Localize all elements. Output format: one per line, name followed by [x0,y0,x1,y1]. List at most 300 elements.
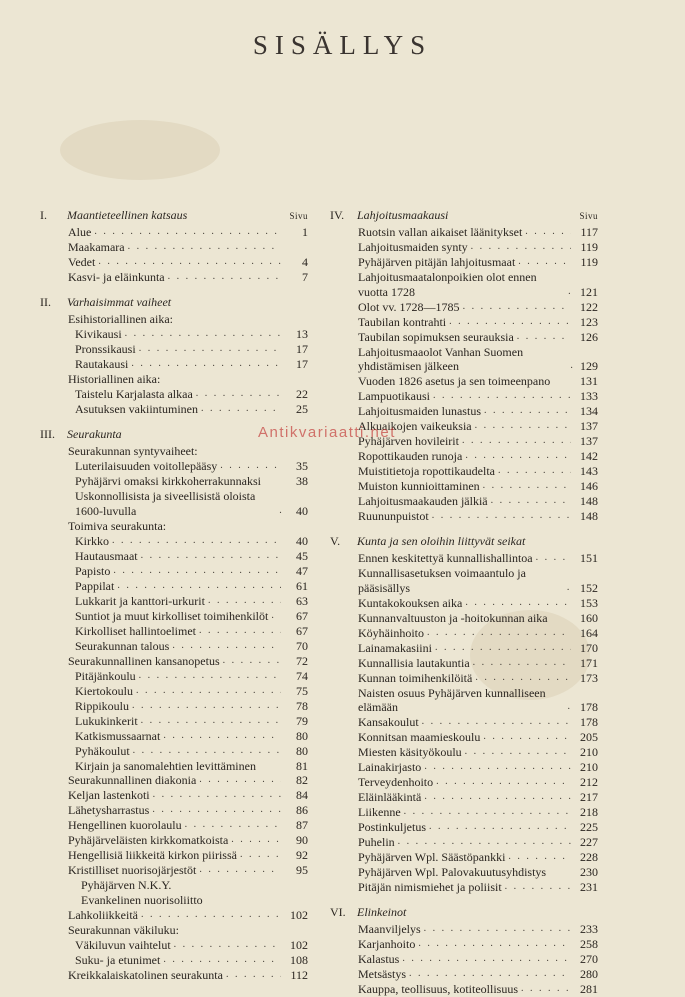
toc-entry-label: Pyhäjärven pitäjän lahjoitusmaat [358,255,516,270]
dot-leader [498,464,571,479]
toc-entry-label: Pappilat [75,578,115,593]
toc-entry [40,803,308,818]
toc-entry-label: Lähetysharrastus [68,803,150,818]
toc-entry [330,479,598,494]
toc-entry-label: Ruununpuistot [358,509,429,524]
dot-leader [98,255,281,270]
toc-entry-label: Kansakoulut [358,715,419,730]
toc-entry [40,788,308,803]
section-gap [40,285,308,289]
toc-entry-label: Postinkuljetus [358,820,427,835]
dot-leader [226,968,281,983]
dot-leader [131,357,281,372]
toc-entry-label: Miesten käsityökoulu [358,745,462,760]
toc-entry-label: Lahjoitusmaatalonpoikien olot ennen vuotta 1728 [358,270,537,299]
toc-entry [40,923,308,938]
toc-entry-label: Seurakunnan syntyvaiheet: [68,444,198,459]
section-heading [40,208,308,225]
toc-entry-page: 84 [296,788,308,803]
toc-entry [40,938,308,953]
dot-leader [231,833,281,848]
toc-entry-page: 80 [296,743,308,758]
toc-entry [40,968,308,983]
toc-entry-page: 63 [296,593,308,608]
toc-entry-page: 137 [580,419,598,434]
toc-entry-label: Pyhäjärven Wpl. Säästöpankki [358,850,506,865]
toc-entry-label: Lahjoitusmaaolot Vanhan Suomen yhdistämisen jälkeen [358,344,524,374]
toc-entry-page: 281 [580,982,598,997]
toc-entry-page: 129 [580,359,598,374]
toc-entry [330,850,598,865]
dot-leader [449,315,571,330]
toc-entry-page: 17 [296,342,308,357]
toc-entry [330,596,598,611]
toc-entry-page: 205 [580,730,598,745]
dot-leader [132,699,281,714]
toc-entry-label: Kirkolliset hallintoelimet [75,623,196,638]
toc-entry [40,669,308,684]
page-column-label: Sivu [579,211,598,221]
dot-leader [172,639,281,654]
section-heading [330,905,598,922]
toc-entry-page: 148 [580,494,598,509]
toc-entry-page: 258 [580,937,598,952]
toc-entry [40,714,308,729]
dot-leader [465,449,571,464]
toc-entry [330,865,598,880]
toc-entry-label: Seurakunnallinen kansanopetus [68,653,220,668]
toc-entry-label: Väkiluvun vaihtelut [75,938,171,953]
toc-entry-label: Konnitsan maamieskoulu [358,730,481,745]
toc-entry-page: 280 [580,967,598,982]
toc-entry [330,551,598,566]
toc-entry-label: Taubilan sopimuksen seurauksia [358,329,514,344]
toc-entry [40,908,308,923]
toc-entry-label: Pronssikausi [75,342,136,357]
toc-entry-label: Seurakunnan talous [75,638,170,653]
toc-entry-label: Kirjain ja sanomalehtien levittäminen [75,758,256,773]
dot-leader [220,459,281,474]
dot-leader [402,952,571,967]
toc-entry-label: Seurakunnallinen diakonia [68,773,197,788]
toc-entry [40,459,308,474]
toc-entry-label: Taubilan kontrahti [358,314,447,329]
dot-leader [409,967,571,982]
toc-entry-page: 17 [296,357,308,372]
toc-entry [330,566,598,595]
toc-entry [330,641,598,656]
section-number: II. [40,294,51,309]
toc-entry-label: Pitäjän nimismiehet ja poliisit [358,880,502,895]
toc-entry [40,342,308,357]
dot-leader [136,684,281,699]
toc-entry [330,389,598,404]
toc-entry [40,863,308,878]
toc-entry [330,270,598,299]
toc-entry-label: Lahjoitusmaiden synty [358,240,468,255]
toc-entry-page: 45 [296,548,308,563]
toc-entry-page: 137 [580,434,598,449]
section-title: Elinkeinot [357,904,407,919]
toc-entry-page: 178 [580,715,598,730]
page-column-label: Sivu [289,211,308,221]
toc-entry [40,372,308,387]
dot-leader [398,835,571,850]
toc-entry-label: Muistitietoja ropottikaudelta [358,464,495,479]
toc-entry-page: 75 [296,683,308,698]
toc-entry [330,805,598,820]
toc-entry [40,848,308,863]
toc-entry-page: 117 [580,225,598,240]
toc-entry-page: 171 [580,655,598,670]
toc-entry-page: 4 [302,255,308,270]
dot-leader [433,389,571,404]
toc-entry-page: 72 [296,653,308,668]
toc-entry-label: Pyhäjärven N.K.Y. [81,878,172,893]
toc-entry-label: Lainakirjasto [358,760,422,775]
dot-leader [436,775,571,790]
toc-entry-page: 217 [580,790,598,805]
toc-entry-page: 233 [580,922,598,937]
toc-entry-page: 228 [580,850,598,865]
toc-entry [40,953,308,968]
dot-leader [163,953,281,968]
section-number: I. [40,208,47,222]
toc-entry [330,611,598,626]
toc-entry [40,564,308,579]
toc-entry-page: 25 [296,402,308,417]
toc-entry-page: 170 [580,640,598,655]
toc-entry [330,967,598,982]
toc-entry [40,402,308,417]
toc-entry [330,626,598,641]
toc-entry-page: 119 [580,255,598,270]
toc-entry [40,699,308,714]
toc-entry-label: Pyhäjärveläisten kirkkomatkoista [68,833,229,848]
toc-entry-label: Katkismussaarnat [75,728,161,743]
toc-entry-page: 210 [580,745,598,760]
dot-leader [112,534,281,549]
toc-entry-page: 1 [302,225,308,240]
toc-entry-page: 121 [580,284,598,299]
toc-entry-label: Hengellinen kuorolaulu [68,818,182,833]
toc-entry-label: Kuntakokouksen aika [358,595,463,610]
section-title: Kunta ja sen oloihin liittyvät seikat [357,533,526,548]
dot-leader [418,937,571,952]
toc-entry-label: Kunnan toimihenkilöitä [358,670,473,685]
dot-leader [473,656,571,671]
toc-entry [330,745,598,760]
toc-entry-page: 164 [580,625,598,640]
dot-leader [141,714,281,729]
toc-entry [330,686,598,715]
dot-leader [517,330,571,345]
toc-entry-page: 22 [296,387,308,402]
toc-entry [40,474,308,489]
toc-entry-page: 13 [296,327,308,342]
toc-entry-label: Lainamakasiini [358,640,432,655]
dot-leader [117,579,281,594]
toc-entry-page: 67 [296,623,308,638]
dot-leader [422,715,571,730]
toc-entry [330,449,598,464]
toc-entry-label: Lampuotikausi [358,389,430,404]
toc-entry-page: 87 [296,818,308,833]
dot-leader [168,270,281,285]
toc-entry-page: 108 [290,953,308,968]
toc-entry [40,759,308,774]
toc-entry-label: Ennen keskitettyä kunnallishallintoa [358,551,533,566]
dot-leader [462,434,571,449]
toc-entry [40,878,308,893]
toc-entry-label: Kunnanvaltuuston ja -hoitokunnan aika [358,610,548,625]
section-number: V. [330,533,341,548]
toc-entry-label: Terveydenhoito [358,775,434,790]
toc-entry [40,818,308,833]
toc-entry-page: 78 [296,698,308,713]
toc-entry [40,357,308,372]
toc-entry [330,509,598,524]
toc-entry-label: Pyhäkoulut [75,743,130,758]
toc-entry [40,270,308,285]
toc-entry [40,519,308,534]
toc-entry [40,744,308,759]
toc-entry-page: 126 [580,329,598,344]
toc-entry [40,609,308,624]
dot-leader [223,654,281,669]
toc-entry [330,922,598,937]
toc-entry-page: 133 [580,389,598,404]
toc-entry-page: 35 [296,459,308,474]
toc-entry-page: 123 [580,314,598,329]
toc-entry-page: 40 [296,503,308,518]
toc-entry-label: Asutuksen vakiintuminen [75,402,198,417]
paper-stain [60,120,220,180]
toc-entry-label: Muiston kunnioittaminen [358,479,480,494]
toc-entry [330,790,598,805]
toc-entry [330,464,598,479]
toc-entry-label: Taistelu Karjalasta alkaa [75,387,193,402]
toc-entry-page: 230 [580,865,598,880]
toc-entry-page: 231 [580,880,598,895]
dot-leader [471,240,571,255]
dot-leader [521,982,571,997]
toc-entry-label: Kivikausi [75,327,122,342]
toc-entry-page: 122 [580,299,598,314]
dot-leader [174,938,281,953]
toc-entry-label: Kristilliset nuorisojärjestöt [68,863,197,878]
toc-column-left [40,208,308,983]
toc-entry-label: Suntiot ja muut kirkolliset toimihenkilöt [75,608,269,623]
toc-entry-label: Luterilaisuuden voitollepääsy [75,459,218,474]
dot-leader [94,225,281,240]
toc-entry-page: 79 [296,713,308,728]
toc-entry [40,255,308,270]
dot-leader [139,669,281,684]
dot-leader [570,359,576,374]
toc-entry-label: Esihistoriallinen aika: [68,312,173,327]
toc-entry-label: Maakamara [68,240,125,255]
toc-entry-label: Eläinlääkintä [358,790,422,805]
toc-entry-label: Toimiva seurakunta: [68,518,167,533]
toc-entry-label: Lukukinkerit [75,713,138,728]
toc-entry-page: 90 [296,833,308,848]
toc-entry-label: Lukkarit ja kanttori-urkurit [75,593,205,608]
toc-entry-label: Hengellisiä liikkeitä kirkon piirissä [68,848,237,863]
section-heading [40,295,308,312]
dot-leader [508,850,571,865]
dot-leader [271,609,281,624]
toc-entry [330,820,598,835]
toc-entry-page: 102 [290,938,308,953]
dot-leader [141,549,281,564]
toc-entry-label: Hautausmaat [75,548,138,563]
toc-entry-label: Maanviljelys [358,922,421,937]
toc-entry-page: 86 [296,803,308,818]
toc-entry [40,833,308,848]
toc-entry [40,387,308,402]
toc-entry-page: 227 [580,835,598,850]
toc-entry [330,315,598,330]
toc-entry [330,775,598,790]
watermark-text: Antikvariaatti.net [258,424,396,441]
toc-entry [40,549,308,564]
toc-entry-page: 210 [580,760,598,775]
toc-entry-label: Rautakausi [75,357,129,372]
toc-entry-page: 7 [302,270,308,285]
toc-entry-label: Pyhäjärven hovileirit [358,434,459,449]
dot-leader [475,671,571,686]
toc-entry [40,773,308,788]
dot-leader [525,225,571,240]
dot-leader [208,594,281,609]
section-number: III. [40,426,55,441]
toc-entry-page: 67 [296,608,308,623]
toc-entry [330,255,598,270]
dot-leader [432,509,571,524]
toc-entry [330,715,598,730]
dot-leader [199,863,281,878]
dot-leader [424,922,571,937]
toc-entry-label: Puhelin [358,835,395,850]
toc-entry-label: Ropottikauden runoja [358,449,463,464]
toc-entry-label: Evankelinen nuorisoliitto [81,893,203,908]
toc-entry [40,654,308,669]
toc-entry-page: 270 [580,952,598,967]
toc-entry-page: 160 [580,610,598,625]
toc-entry-label: Papisto [75,563,111,578]
section-heading [330,534,598,551]
section-gap [330,895,598,899]
toc-entry [40,594,308,609]
toc-entry [330,330,598,345]
toc-entry-label: Lahkoliikkeitä [68,908,138,923]
toc-entry-label: Liikenne [358,805,401,820]
toc-entry-page: 146 [580,479,598,494]
dot-leader [429,820,571,835]
toc-entry [40,684,308,699]
toc-entry [330,404,598,419]
dot-leader [483,479,571,494]
toc-entry-page: 81 [296,758,308,773]
toc-entry-page: 142 [580,449,598,464]
dot-leader [518,255,571,270]
section-title: Maantieteellinen katsaus [67,208,188,222]
dot-leader [199,624,281,639]
toc-entry [330,835,598,850]
toc-entry-page: 173 [580,670,598,685]
toc-entry [330,494,598,509]
toc-entry-label: Historiallinen aika: [68,372,161,387]
section-heading [330,208,598,225]
toc-entry-label: Alkuaikojen vaikeuksia [358,419,472,434]
toc-entry [40,240,308,255]
dot-leader [536,551,571,566]
toc-entry [330,225,598,240]
toc-entry-label: Kauppa, teollisuus, kotiteollisuus [358,982,518,997]
toc-entry-label: Kunnallisia lautakuntia [358,655,470,670]
toc-entry [40,225,308,240]
toc-entry-page: 92 [296,848,308,863]
toc-entry [330,345,598,374]
toc-entry-page: 95 [296,863,308,878]
page-title: SISÄLLYS [252,30,433,60]
dot-leader [427,626,571,641]
toc-entry-page: 74 [296,668,308,683]
toc-entry-label: Kreikkalaiskatolinen seurakunta [68,968,223,983]
toc-entry-page: 152 [580,580,598,595]
toc-entry-page: 225 [580,820,598,835]
toc-entry-page: 47 [296,563,308,578]
toc-entry [40,729,308,744]
toc-entry [40,489,308,518]
toc-entry [40,312,308,327]
toc-entry-page: 131 [580,374,598,389]
toc-entry-label: Metsästys [358,967,406,982]
dot-leader [404,805,571,820]
dot-leader [484,404,571,419]
toc-entry-page: 153 [580,595,598,610]
toc-entry [330,760,598,775]
dot-leader [567,581,573,596]
toc-entry-page: 178 [580,700,598,715]
toc-entry-page: 112 [290,968,308,983]
toc-entry [330,937,598,952]
dot-leader [125,327,281,342]
toc-entry-label: Rippikoulu [75,698,130,713]
toc-entry [40,639,308,654]
toc-entry-label: Alue [68,225,92,240]
toc-entry-page: 80 [296,728,308,743]
section-gap [40,417,308,421]
toc-entry-label: Kasvi- ja eläinkunta [68,270,165,285]
dot-leader [465,596,571,611]
toc-entry-label: Lahjoitusmaakauden jälkiä [358,494,488,509]
toc-entry-label: Lahjoitusmaiden lunastus [358,404,481,419]
toc-entry-page: 212 [580,775,598,790]
toc-entry-label: Kiertokoulu [75,683,133,698]
dot-leader [128,240,281,255]
toc-entry-page: 119 [580,240,598,255]
toc-entry-label: Olot vv. 1728—1785 [358,299,460,314]
dot-leader [152,803,281,818]
toc-entry-page: 148 [580,509,598,524]
toc-entry-page: 61 [296,578,308,593]
toc-entry-page: 151 [580,551,598,566]
toc-entry [330,374,598,389]
toc-entry-page: 40 [296,533,308,548]
dot-leader [196,387,281,402]
